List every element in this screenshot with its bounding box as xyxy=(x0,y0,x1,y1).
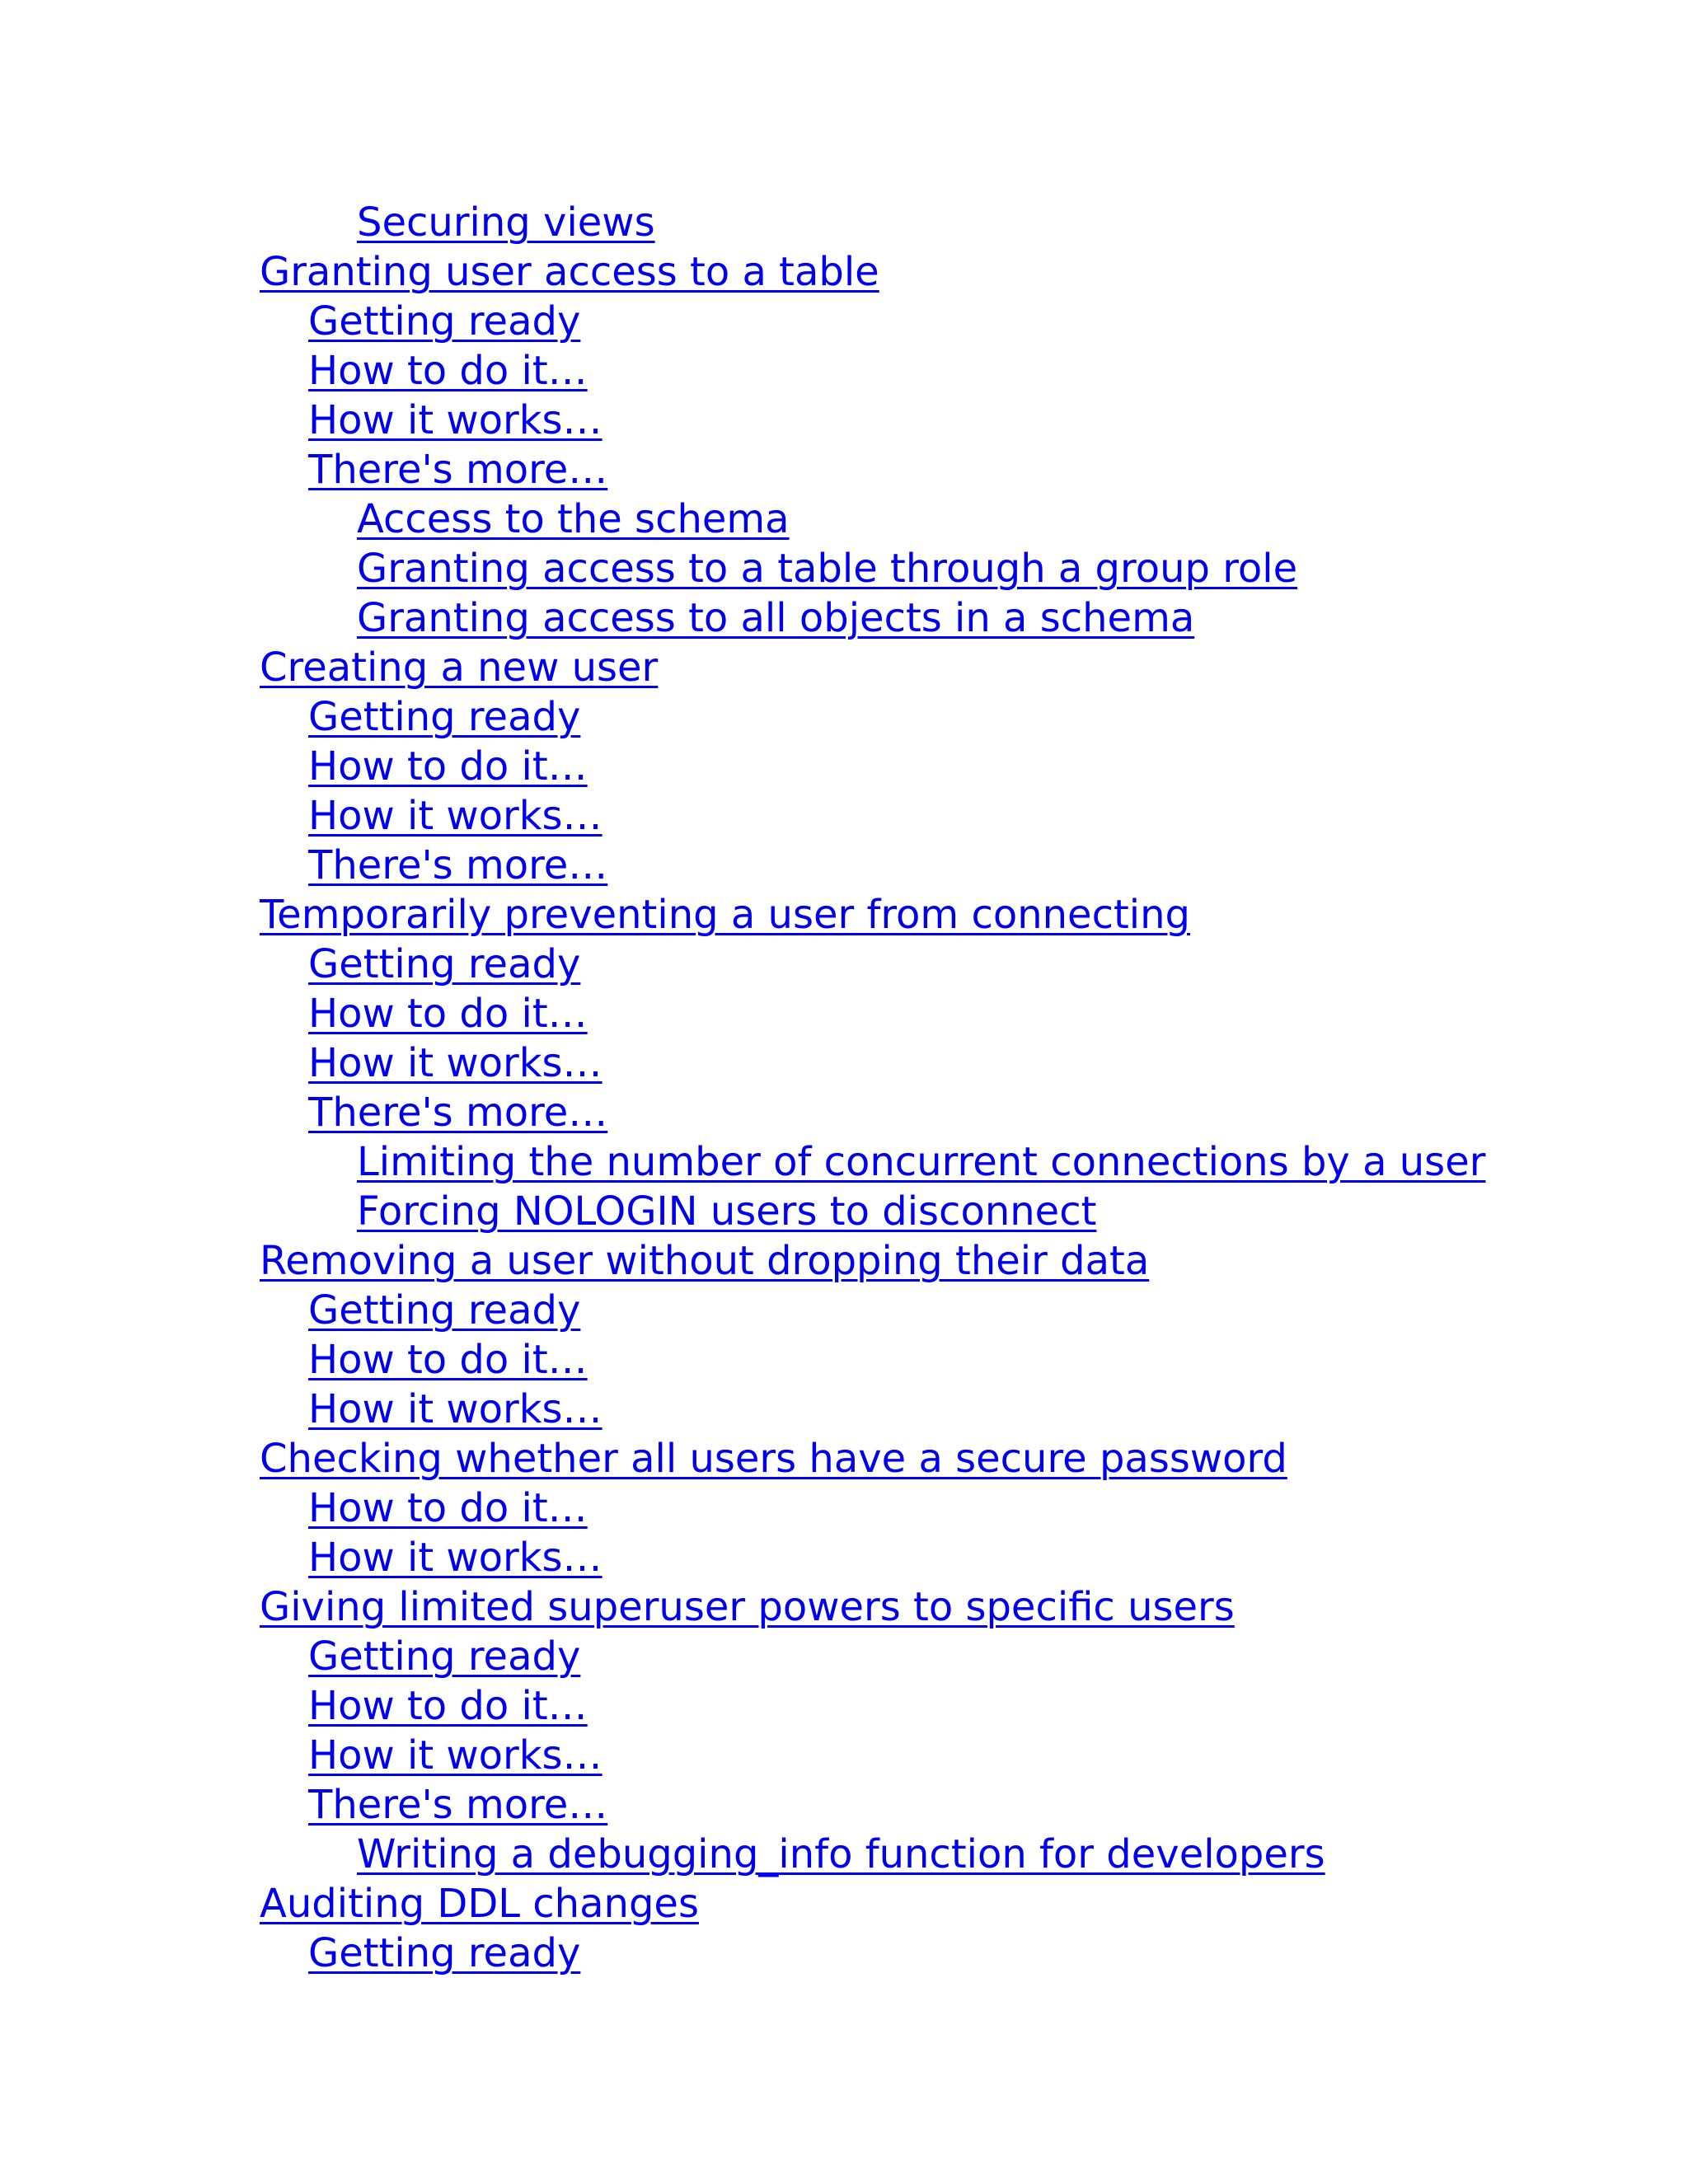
toc-link-auditing-ddl-changes[interactable]: Auditing DDL changes xyxy=(260,1881,699,1927)
toc-link-getting-ready[interactable]: Getting ready xyxy=(308,694,581,740)
toc-link-granting-user-access-to-a-table[interactable]: Granting user access to a table xyxy=(260,249,879,295)
toc-link-how-it-works[interactable]: How it works… xyxy=(308,793,603,839)
toc-link-how-to-do-it[interactable]: How to do it… xyxy=(308,348,588,394)
toc-link-how-to-do-it[interactable]: How to do it… xyxy=(308,743,588,790)
toc-link-giving-limited-superuser-powers[interactable]: Giving limited superuser powers to specific users xyxy=(260,1584,1235,1630)
toc-link-getting-ready[interactable]: Getting ready xyxy=(308,1633,581,1680)
toc-link-getting-ready[interactable]: Getting ready xyxy=(308,298,581,344)
toc-link-how-it-works[interactable]: How it works… xyxy=(308,1732,603,1779)
toc-link-writing-debugging-info-function[interactable]: Writing a debugging_info function for developers xyxy=(357,1831,1325,1877)
toc-link-granting-access-to-all-objects[interactable]: Granting access to all objects in a schema xyxy=(357,595,1195,641)
toc-link-granting-access-through-group-role[interactable]: Granting access to a table through a group role xyxy=(357,546,1298,592)
toc-link-how-it-works[interactable]: How it works… xyxy=(308,397,603,443)
toc-link-theres-more[interactable]: There's more… xyxy=(308,842,608,888)
toc-link-how-it-works[interactable]: How it works… xyxy=(308,1386,603,1432)
toc-link-how-to-do-it[interactable]: How to do it… xyxy=(308,991,588,1037)
toc-link-getting-ready[interactable]: Getting ready xyxy=(308,1287,581,1333)
toc-link-how-to-do-it[interactable]: How to do it… xyxy=(308,1485,588,1531)
toc-link-temporarily-preventing-a-user[interactable]: Temporarily preventing a user from connecting xyxy=(260,892,1191,938)
toc-link-theres-more[interactable]: There's more… xyxy=(308,1782,608,1828)
toc-link-checking-secure-password[interactable]: Checking whether all users have a secure password xyxy=(260,1436,1287,1482)
toc-link-theres-more[interactable]: There's more… xyxy=(308,1090,608,1136)
toc-link-forcing-nologin-users[interactable]: Forcing NOLOGIN users to disconnect xyxy=(357,1188,1097,1235)
toc-link-getting-ready[interactable]: Getting ready xyxy=(308,1930,581,1976)
toc-link-securing-views[interactable]: Securing views xyxy=(357,199,655,246)
toc-link-creating-a-new-user[interactable]: Creating a new user xyxy=(260,644,659,691)
toc-link-getting-ready[interactable]: Getting ready xyxy=(308,941,581,987)
toc-link-how-it-works[interactable]: How it works… xyxy=(308,1040,603,1086)
toc-link-how-to-do-it[interactable]: How to do it… xyxy=(308,1683,588,1729)
toc-link-how-it-works[interactable]: How it works… xyxy=(308,1535,603,1581)
toc-link-limiting-concurrent-connections[interactable]: Limiting the number of concurrent connections by a user xyxy=(357,1139,1486,1185)
toc-link-removing-a-user[interactable]: Removing a user without dropping their data xyxy=(260,1238,1150,1284)
toc-link-how-to-do-it[interactable]: How to do it… xyxy=(308,1337,588,1383)
toc-link-theres-more[interactable]: There's more… xyxy=(308,447,608,493)
toc-link-access-to-the-schema[interactable]: Access to the schema xyxy=(357,496,790,542)
